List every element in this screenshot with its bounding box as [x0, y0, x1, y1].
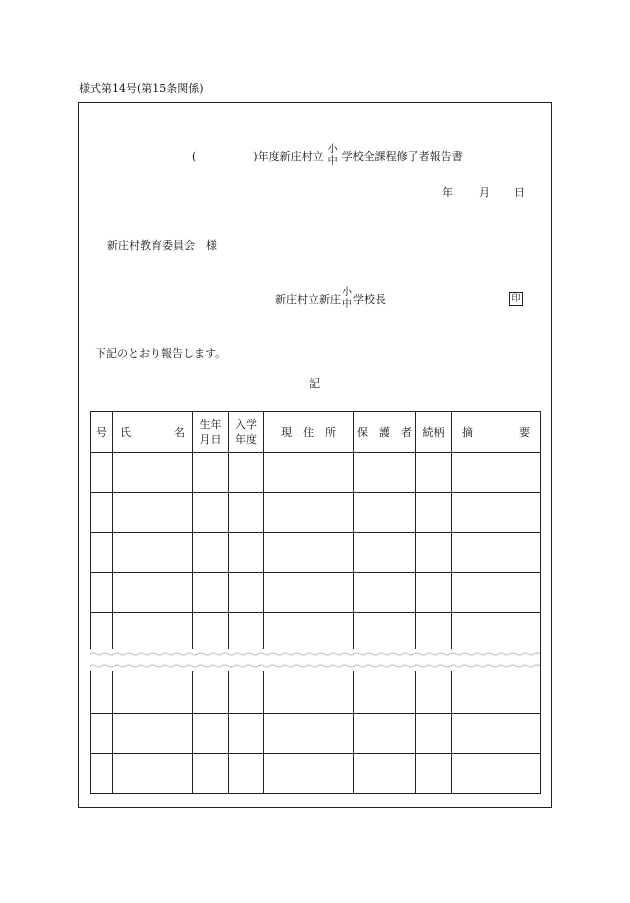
cell-relation	[416, 533, 452, 573]
school-type-upper: 小	[327, 144, 338, 155]
cell-name	[113, 493, 193, 533]
cell-relation	[416, 493, 452, 533]
cell-remarks	[452, 714, 541, 754]
header-name	[113, 412, 193, 453]
cell-address	[264, 573, 354, 613]
cell-remarks	[452, 754, 541, 794]
header-entry-b: 年度	[235, 433, 257, 446]
cell-dob	[193, 714, 229, 754]
cell-remarks	[452, 573, 541, 613]
cell-dob	[193, 613, 229, 653]
cell-entry	[229, 613, 264, 653]
title-prefix: )年度新庄村立	[253, 149, 324, 163]
cell-no	[91, 493, 113, 533]
title-school-type	[328, 144, 338, 168]
cell-entry	[229, 493, 264, 533]
table-header-row	[91, 412, 541, 453]
header-relation: 続柄	[416, 412, 452, 453]
header-remarks-b: 要	[519, 425, 530, 439]
principal-type-upper: 小	[342, 287, 352, 298]
form-number: 様式第14号(第15条関係)	[79, 82, 204, 95]
cell-address	[264, 533, 354, 573]
cell-entry	[229, 754, 264, 794]
header-entry-a: 入学	[235, 418, 257, 431]
cell-name	[113, 573, 193, 613]
cell-address	[264, 453, 354, 493]
cell-relation	[416, 613, 452, 653]
principal-school-type	[342, 287, 352, 311]
table-row	[91, 573, 541, 613]
cell-address	[264, 754, 354, 794]
cell-guardian	[354, 573, 416, 613]
table-row	[91, 453, 541, 493]
cell-no	[91, 573, 113, 613]
cell-entry	[229, 714, 264, 754]
date-year: 年	[442, 186, 453, 199]
table-row	[91, 493, 541, 533]
cell-dob	[193, 453, 229, 493]
cell-name	[113, 613, 193, 653]
cell-dob	[193, 533, 229, 573]
cell-remarks	[452, 533, 541, 573]
cell-no	[91, 613, 113, 653]
header-remarks-a: 摘	[462, 425, 473, 439]
date-day: 日	[514, 186, 525, 199]
header-dob-a: 生年	[199, 418, 222, 431]
table-row	[91, 533, 541, 573]
cell-guardian	[354, 493, 416, 533]
cell-guardian	[354, 754, 416, 794]
ki-heading: 記	[309, 377, 320, 390]
school-type-lower: 中	[327, 156, 338, 167]
cell-dob	[193, 573, 229, 613]
table-row	[91, 613, 541, 653]
lead-text: 下記のとおり報告します。	[95, 347, 227, 360]
principal-line	[275, 287, 386, 311]
cell-remarks	[452, 493, 541, 533]
addressee: 新庄村教育委員会 様	[107, 239, 217, 252]
seal-mark: 印	[509, 292, 523, 306]
header-name-b: 名	[174, 425, 185, 439]
cell-remarks	[452, 613, 541, 653]
cell-relation	[416, 573, 452, 613]
graduate-table	[90, 411, 541, 794]
principal-prefix: 新庄村立新庄	[275, 292, 341, 306]
wavy-break	[90, 649, 540, 671]
cell-relation	[416, 754, 452, 794]
header-number: 号	[91, 412, 113, 453]
wavy-break-lines	[90, 649, 540, 671]
cell-address	[264, 613, 354, 653]
cell-guardian	[354, 714, 416, 754]
cell-address	[264, 714, 354, 754]
principal-type-lower: 中	[342, 299, 352, 310]
cell-remarks	[452, 453, 541, 493]
cell-no	[91, 533, 113, 573]
header-address: 現 住 所	[264, 412, 354, 453]
cell-relation	[416, 453, 452, 493]
cell-entry	[229, 533, 264, 573]
table-body	[91, 453, 541, 794]
header-dob	[193, 412, 229, 453]
cell-guardian	[354, 533, 416, 573]
cell-dob	[193, 754, 229, 794]
cell-guardian	[354, 453, 416, 493]
cell-name	[113, 754, 193, 794]
cell-name	[113, 453, 193, 493]
title-open-paren: (	[192, 149, 197, 163]
cell-relation	[416, 714, 452, 754]
cell-entry	[229, 573, 264, 613]
cell-no	[91, 754, 113, 794]
principal-suffix: 学校長	[353, 292, 386, 306]
header-remarks	[452, 412, 541, 453]
wavy-line-bottom	[90, 665, 540, 667]
table-row	[91, 714, 541, 754]
cell-name	[113, 714, 193, 754]
header-name-a: 氏	[120, 425, 131, 439]
cell-entry	[229, 453, 264, 493]
cell-dob	[193, 493, 229, 533]
date-month: 月	[479, 186, 490, 199]
wavy-line-top	[90, 653, 540, 655]
cell-address	[264, 493, 354, 533]
title-suffix: 学校全課程修了者報告書	[341, 149, 463, 163]
header-entry-year	[229, 412, 264, 453]
cell-no	[91, 714, 113, 754]
cell-no	[91, 453, 113, 493]
cell-guardian	[354, 613, 416, 653]
header-dob-b: 月日	[199, 433, 222, 446]
cell-name	[113, 533, 193, 573]
table-row	[91, 754, 541, 794]
header-guardian: 保 護 者	[354, 412, 416, 453]
